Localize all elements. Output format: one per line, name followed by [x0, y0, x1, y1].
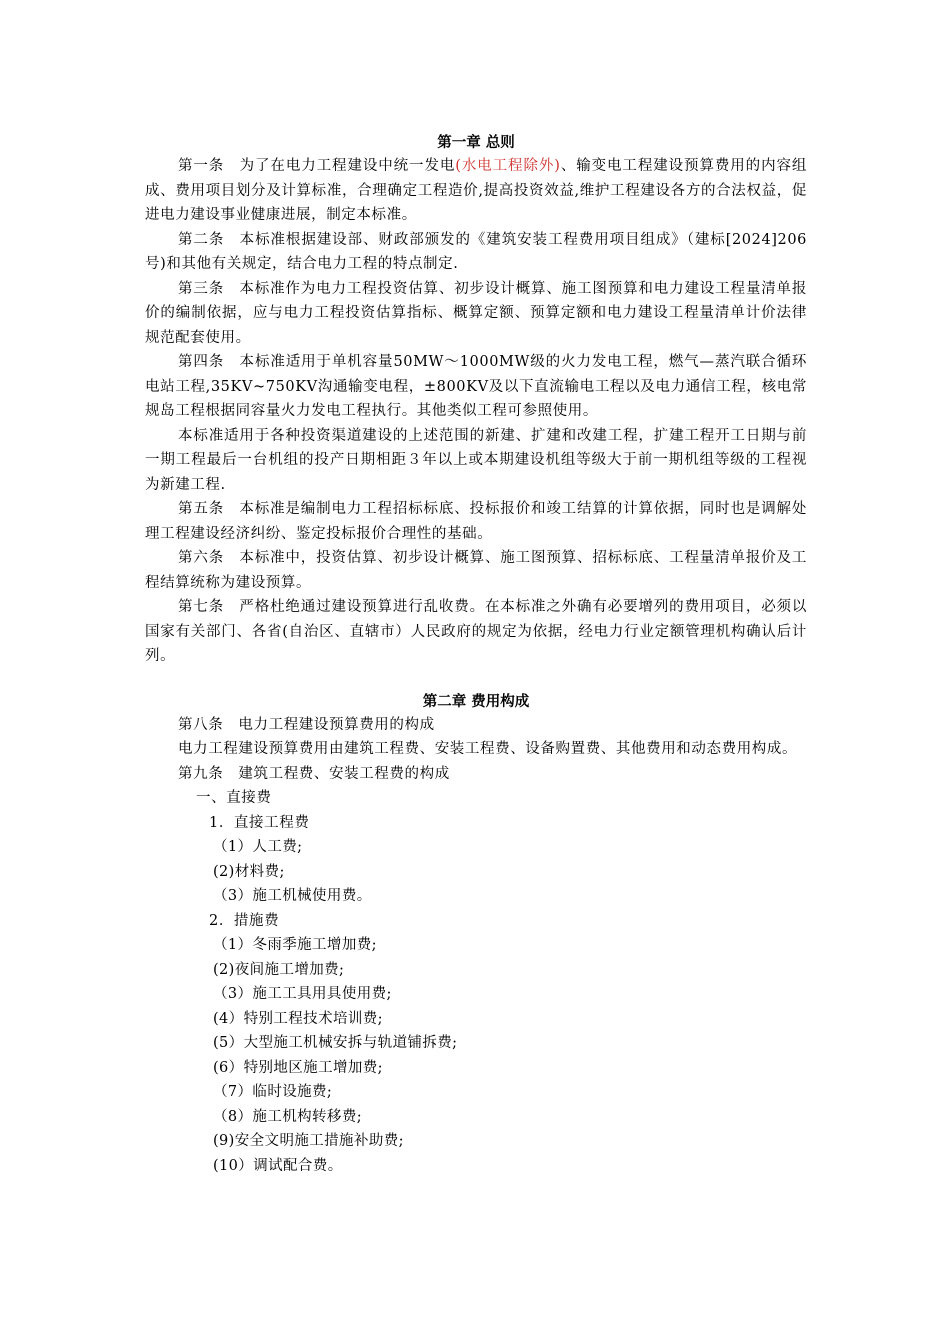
article-1-text-a: 第一条 为了在电力工程建设中统一发电: [178, 158, 456, 174]
list-item: （1）人工费;: [213, 839, 303, 855]
list-item: （8）施工机构转移费;: [213, 1108, 363, 1125]
direct-fee-heading: 一、直接费: [196, 790, 272, 806]
article-4-continuation: 本标准适用于各种投资渠道建设的上述范围的新建、扩建和改建工程，扩建工程开工日期与前一期工程最后一台机组的投产日期相距３年以上或本期建设机组等级大于前一期机组等级的工程视为新建工程.: [145, 427, 807, 493]
article-7: 第七条 严格杜绝通过建设预算进行乱收费。在本标准之外确有必要增列的费用项目，必须以国家有关部门、各省(自治区、直辖市）人民政府的规定为依据，经电力行业定额管理机构确认后计列。: [145, 599, 807, 664]
article-8: 第八条 电力工程建设预算费用的构成: [178, 716, 435, 733]
list-item: (10）调试配合费。: [213, 1157, 343, 1174]
article-1: [145, 154, 807, 228]
document-body: [145, 132, 807, 1178]
list-item: (9)安全文明施工措施补助费;: [213, 1133, 404, 1149]
article-1-text-b: 、输变电工程建设预算费用的内容组成、费用项目划分及计算标准，合理确定工程造价,提高投资效益,维护工程建设各方的合法权益，促进电力建设事业健康进展，制定本标准。: [145, 158, 807, 223]
article-3: 第三条 本标准作为电力工程投资估算、初步设计概算、施工图预算和电力建设工程量清单报价的编制依据，应与电力工程投资估算指标、概算定额、预算定额和电力建设工程量清单计价法律规范配套使用。: [145, 280, 807, 346]
list-item: (4）特别工程技术培训费;: [213, 1010, 383, 1027]
chapter-spacer: [145, 669, 807, 691]
measures-fee-heading: 2．措施费: [209, 912, 280, 929]
list-item: （1）冬雨季施工增加费;: [213, 937, 377, 953]
list-item: (2)材料费;: [213, 863, 285, 880]
list-item: (5）大型施工机械安拆与轨道铺拆费;: [213, 1035, 458, 1051]
article-8-continuation: 电力工程建设预算费用由建筑工程费、安装工程费、设备购置费、其他费用和动态费用构成。: [178, 741, 798, 757]
article-9: 第九条 建筑工程费、安装工程费的构成: [178, 765, 450, 782]
list-item: （3）施工机械使用费。: [213, 888, 372, 904]
list-item: （7）临时设施费;: [213, 1084, 333, 1100]
article-4: 第四条 本标准适用于单机容量50MW～1000MW级的火力发电工程，燃气—蒸汽联合循环电站工程,35KV~750KV沟通输变电程，±800KV及以下直流输电工程以及电力通信工程，核电常规岛工程根据同容量火力发电工程执行。其他类似工程可参照使用。: [145, 354, 807, 419]
direct-engineering-fee-heading: 1．直接工程费: [209, 814, 310, 831]
list-item: （3）施工工具用具使用费;: [213, 986, 392, 1002]
article-2: 第二条 本标准根据建设部、财政部颁发的《建筑安装工程费用项目组成》（建标[2024]206号)和其他有关规定，结合电力工程的特点制定.: [145, 231, 807, 272]
article-5: 第五条 本标准是编制电力工程招标标底、投标报价和竣工结算的计算依据，同时也是调解处理工程建设经济纠纷、鉴定投标报价合理性的基础。: [145, 501, 807, 542]
list-item: (6）特别地区施工增加费;: [213, 1059, 383, 1076]
list-item: (2)夜间施工增加费;: [213, 961, 345, 978]
chapter-2-title: 第二章 费用构成: [422, 693, 530, 710]
chapter-1-title: 第一章 总则: [437, 135, 515, 151]
article-6: 第六条 本标准中，投资估算、初步设计概算、施工图预算、招标标底、工程量清单报价及工程结算统称为建设预算。: [145, 550, 807, 591]
article-1-highlight: (水电工程除外): [455, 158, 561, 174]
